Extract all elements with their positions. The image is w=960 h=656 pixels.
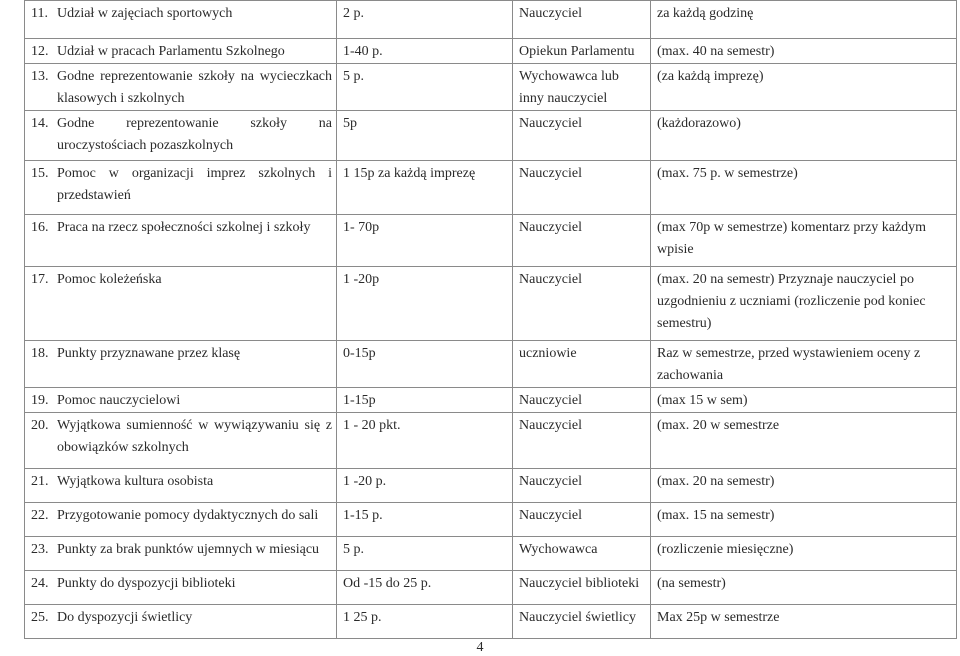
row-number: 22. (31, 508, 49, 523)
activity-description: Wyjątkowa kultura osobista (57, 474, 214, 489)
points-cell: 1-40 p. (337, 39, 513, 64)
description-cell (25, 215, 337, 267)
row-number: 17. (31, 272, 49, 287)
assigner-cell: Nauczyciel (513, 503, 651, 537)
table-row (25, 571, 957, 605)
assigner-cell: Wychowawca lub inny nauczyciel (513, 64, 651, 111)
note-cell: (max. 75 p. w semestrze) (651, 161, 957, 215)
table-row (25, 388, 957, 413)
assigner-cell: Nauczyciel (513, 388, 651, 413)
note-cell: (za każdą imprezę) (651, 64, 957, 111)
row-number: 20. (31, 418, 49, 433)
assigner-cell: Nauczyciel (513, 267, 651, 341)
activity-description: Wyjątkowa sumienność w wywiązywaniu się z obowiązków szkolnych (57, 418, 332, 455)
description-cell (25, 537, 337, 571)
row-number: 24. (31, 576, 49, 591)
assigner-cell: Nauczyciel świetlicy (513, 605, 651, 639)
activity-description: Pomoc nauczycielowi (57, 393, 181, 408)
activity-description: Godne reprezentowanie szkoły na wycieczkach klasowych i szkolnych (57, 69, 332, 106)
points-cell: 5 p. (337, 537, 513, 571)
note-cell: (max 15 w sem) (651, 388, 957, 413)
table-row (25, 503, 957, 537)
description-cell (25, 1, 337, 39)
activity-description: Pomoc w organizacji imprez szkolnych i przedstawień (57, 166, 332, 203)
activity-description: Do dyspozycji świetlicy (57, 610, 193, 625)
description-cell (25, 39, 337, 64)
points-cell: 5 p. (337, 64, 513, 111)
points-cell: 1-15 p. (337, 503, 513, 537)
activity-description: Pomoc koleżeńska (57, 272, 162, 287)
table-row (25, 469, 957, 503)
description-cell (25, 469, 337, 503)
description-cell (25, 605, 337, 639)
description-cell (25, 413, 337, 469)
assigner-cell: Nauczyciel (513, 1, 651, 39)
row-number: 13. (31, 69, 49, 84)
row-number: 14. (31, 116, 49, 131)
points-cell: 5p (337, 111, 513, 161)
row-number: 25. (31, 610, 49, 625)
points-cell: 1 -20p (337, 267, 513, 341)
note-cell: (max. 20 w semestrze (651, 413, 957, 469)
note-cell: (max 70p w semestrze) komentarz przy każdym wpisie (651, 215, 957, 267)
activity-description: Punkty za brak punktów ujemnych w miesiącu (57, 542, 320, 557)
description-cell (25, 64, 337, 111)
row-number: 23. (31, 542, 49, 557)
points-cell: 1- 70p (337, 215, 513, 267)
row-number: 19. (31, 393, 49, 408)
note-cell: (max. 15 na semestr) (651, 503, 957, 537)
assigner-cell: Nauczyciel (513, 215, 651, 267)
activity-description: Praca na rzecz społeczności szkolnej i szkoły (57, 220, 311, 235)
row-number: 21. (31, 474, 49, 489)
table-row (25, 605, 957, 639)
assigner-cell: Nauczyciel (513, 111, 651, 161)
points-cell: 0-15p (337, 341, 513, 388)
description-cell (25, 388, 337, 413)
table-row (25, 215, 957, 267)
page-number: 4 (476, 640, 484, 655)
points-cell: 1 15p za każdą imprezę (337, 161, 513, 215)
note-cell: Raz w semestrze, przed wystawieniem oceny z zachowania (651, 341, 957, 388)
table-row (25, 341, 957, 388)
table-row (25, 267, 957, 341)
assigner-cell: Nauczyciel (513, 161, 651, 215)
assigner-cell: Opiekun Parlamentu (513, 39, 651, 64)
description-cell (25, 503, 337, 537)
row-number: 15. (31, 166, 49, 181)
note-cell: (rozliczenie miesięczne) (651, 537, 957, 571)
assigner-cell: Nauczyciel (513, 413, 651, 469)
table-row (25, 64, 957, 111)
activity-description: Godne reprezentowanie szkoły na uroczystościach pozaszkolnych (57, 116, 332, 153)
activity-description: Punkty przyznawane przez klasę (57, 346, 241, 361)
row-number: 11. (31, 6, 48, 21)
table-row (25, 111, 957, 161)
note-cell: (na semestr) (651, 571, 957, 605)
points-cell: Od -15 do 25 p. (337, 571, 513, 605)
points-cell: 1 - 20 pkt. (337, 413, 513, 469)
points-cell: 1-15p (337, 388, 513, 413)
points-cell: 1 -20 p. (337, 469, 513, 503)
assigner-cell: Nauczyciel (513, 469, 651, 503)
note-cell: (max. 20 na semestr) (651, 469, 957, 503)
note-cell: Max 25p w semestrze (651, 605, 957, 639)
table-row (25, 537, 957, 571)
description-cell (25, 161, 337, 215)
row-number: 12. (31, 44, 49, 59)
activity-description: Udział w pracach Parlamentu Szkolnego (57, 44, 285, 59)
row-number: 18. (31, 346, 49, 361)
assigner-cell: Nauczyciel biblioteki (513, 571, 651, 605)
table-row (25, 413, 957, 469)
description-cell (25, 111, 337, 161)
row-number: 16. (31, 220, 49, 235)
table-row (25, 161, 957, 215)
points-table (24, 0, 957, 639)
note-cell: (każdorazowo) (651, 111, 957, 161)
assigner-cell: uczniowie (513, 341, 651, 388)
activity-description: Przygotowanie pomocy dydaktycznych do sali (57, 508, 319, 523)
description-cell (25, 267, 337, 341)
table-row (25, 39, 957, 64)
description-cell (25, 571, 337, 605)
activity-description: Punkty do dyspozycji biblioteki (57, 576, 236, 591)
description-cell (25, 341, 337, 388)
note-cell: za każdą godzinę (651, 1, 957, 39)
table-row (25, 1, 957, 39)
points-cell: 2 p. (337, 1, 513, 39)
note-cell: (max. 40 na semestr) (651, 39, 957, 64)
assigner-cell: Wychowawca (513, 537, 651, 571)
activity-description: Udział w zajęciach sportowych (57, 6, 233, 21)
points-cell: 1 25 p. (337, 605, 513, 639)
note-cell: (max. 20 na semestr) Przyznaje nauczyciel po uzgodnieniu z uczniami (rozliczenie pod koniec semestru) (651, 267, 957, 341)
